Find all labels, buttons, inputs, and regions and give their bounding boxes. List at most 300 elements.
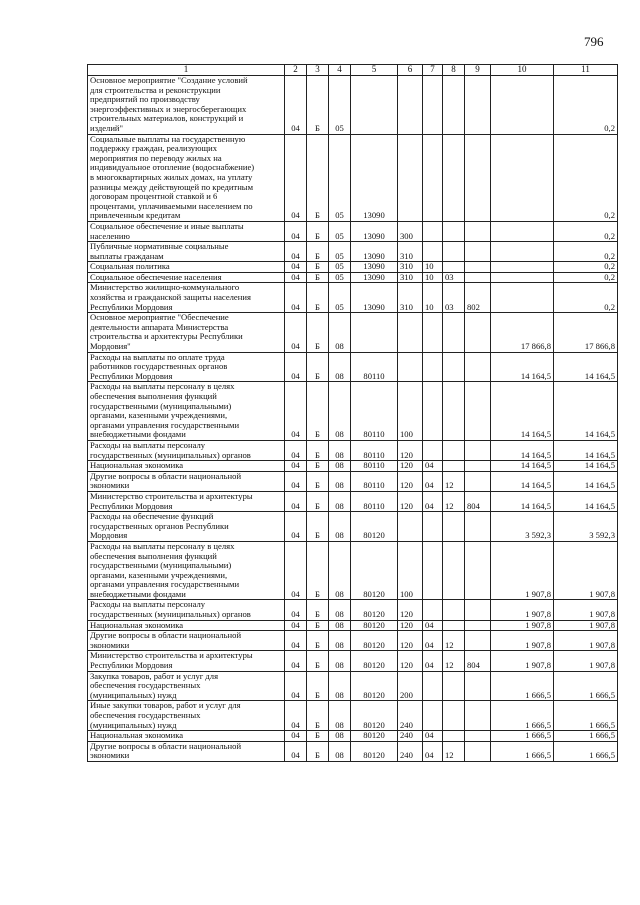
amount-col11: 14 164,5 xyxy=(554,382,618,441)
code-ministry: 04 xyxy=(285,741,307,761)
code-section: 04 xyxy=(423,741,443,761)
code-program: Б xyxy=(307,134,329,221)
amount-col10: 1 666,5 xyxy=(491,671,554,701)
code-subprogram: 08 xyxy=(329,313,351,352)
code-department xyxy=(465,461,491,472)
code-department xyxy=(465,600,491,620)
code-subsection xyxy=(443,671,465,701)
code-direction: 80110 xyxy=(351,440,398,460)
code-subprogram: 08 xyxy=(329,491,351,511)
code-subsection: 12 xyxy=(443,491,465,511)
amount-col11: 14 164,5 xyxy=(554,352,618,382)
code-direction: 80120 xyxy=(351,701,398,731)
amount-col10: 1 907,8 xyxy=(491,651,554,671)
amount-col10: 14 164,5 xyxy=(491,440,554,460)
row-name: Расходы на выплаты персоналу в целях обеспечения выполнения функций государственными (муниципальными) органами, казенными учреждениями, органами управления государственными внебюджетными фондами xyxy=(88,382,285,441)
amount-col10: 14 164,5 xyxy=(491,352,554,382)
code-department xyxy=(465,313,491,352)
code-subsection xyxy=(443,512,465,542)
code-expense-type: 300 xyxy=(398,221,423,241)
amount-col10 xyxy=(491,242,554,262)
code-section: 04 xyxy=(423,620,443,631)
column-header: 8 xyxy=(443,65,465,76)
row-name: Социальные выплаты на государственную поддержку граждан, реализующих мероприятия по переводу жилых на индивидуальное отопление (водоснабжение) в многоквартирных жилых домах, на уплату разницы между действующей по кредитным договорам процентной ставкой и 6 процентами, уплачиваемыми населением по привлеченным кредитам xyxy=(88,134,285,221)
code-subsection xyxy=(443,701,465,731)
code-department: 802 xyxy=(465,283,491,313)
code-department xyxy=(465,741,491,761)
amount-col11: 1 666,5 xyxy=(554,731,618,742)
code-subprogram: 08 xyxy=(329,631,351,651)
code-direction: 80120 xyxy=(351,731,398,742)
amount-col11: 0,2 xyxy=(554,272,618,283)
code-section: 04 xyxy=(423,651,443,671)
code-subsection: 12 xyxy=(443,471,465,491)
code-section xyxy=(423,313,443,352)
code-section xyxy=(423,440,443,460)
code-program: Б xyxy=(307,731,329,742)
code-expense-type: 100 xyxy=(398,541,423,600)
table-row xyxy=(88,701,618,731)
code-subsection xyxy=(443,382,465,441)
row-name: Расходы на выплаты персоналу государственных (муниципальных) органов xyxy=(88,600,285,620)
code-direction: 80120 xyxy=(351,741,398,761)
code-subprogram: 08 xyxy=(329,741,351,761)
amount-col11: 17 866,8 xyxy=(554,313,618,352)
amount-col10: 1 666,5 xyxy=(491,701,554,731)
table-row xyxy=(88,671,618,701)
code-direction: 80110 xyxy=(351,352,398,382)
code-direction: 80110 xyxy=(351,491,398,511)
code-expense-type: 240 xyxy=(398,741,423,761)
code-program: Б xyxy=(307,221,329,241)
code-program: Б xyxy=(307,620,329,631)
code-subsection: 12 xyxy=(443,651,465,671)
code-subprogram: 08 xyxy=(329,731,351,742)
code-direction: 80110 xyxy=(351,382,398,441)
code-department xyxy=(465,134,491,221)
code-direction: 80120 xyxy=(351,651,398,671)
code-department xyxy=(465,221,491,241)
amount-col11: 1 907,8 xyxy=(554,631,618,651)
code-expense-type xyxy=(398,134,423,221)
amount-col10 xyxy=(491,262,554,273)
table-row xyxy=(88,382,618,441)
code-section: 10 xyxy=(423,262,443,273)
table-row xyxy=(88,440,618,460)
amount-col11: 1 666,5 xyxy=(554,741,618,761)
table-row xyxy=(88,731,618,742)
code-subsection xyxy=(443,600,465,620)
code-expense-type: 120 xyxy=(398,600,423,620)
code-expense-type: 120 xyxy=(398,461,423,472)
code-expense-type: 200 xyxy=(398,671,423,701)
table-row xyxy=(88,600,618,620)
code-direction: 13090 xyxy=(351,272,398,283)
table-row xyxy=(88,283,618,313)
code-department xyxy=(465,440,491,460)
code-ministry: 04 xyxy=(285,651,307,671)
code-direction: 80120 xyxy=(351,512,398,542)
code-ministry: 04 xyxy=(285,600,307,620)
code-subsection xyxy=(443,731,465,742)
code-program: Б xyxy=(307,382,329,441)
code-department xyxy=(465,272,491,283)
code-program: Б xyxy=(307,283,329,313)
table-row xyxy=(88,491,618,511)
code-section: 04 xyxy=(423,491,443,511)
amount-col11: 1 907,8 xyxy=(554,541,618,600)
table-row xyxy=(88,541,618,600)
code-expense-type: 120 xyxy=(398,491,423,511)
column-header: 6 xyxy=(398,65,423,76)
code-program: Б xyxy=(307,461,329,472)
code-program: Б xyxy=(307,701,329,731)
amount-col10: 14 164,5 xyxy=(491,471,554,491)
table-row xyxy=(88,76,618,135)
code-program: Б xyxy=(307,600,329,620)
code-expense-type: 120 xyxy=(398,471,423,491)
table-row xyxy=(88,651,618,671)
row-name: Министерство строительства и архитектуры Республики Мордовия xyxy=(88,491,285,511)
code-department xyxy=(465,242,491,262)
code-ministry: 04 xyxy=(285,382,307,441)
code-department xyxy=(465,731,491,742)
code-ministry: 04 xyxy=(285,461,307,472)
code-subprogram: 05 xyxy=(329,76,351,135)
code-ministry: 04 xyxy=(285,313,307,352)
code-department xyxy=(465,631,491,651)
code-direction: 80110 xyxy=(351,461,398,472)
amount-col10: 17 866,8 xyxy=(491,313,554,352)
column-header: 9 xyxy=(465,65,491,76)
row-name: Министерство строительства и архитектуры Республики Мордовия xyxy=(88,651,285,671)
table-row xyxy=(88,631,618,651)
page-number: 796 xyxy=(584,34,604,49)
row-name: Основное мероприятие "Обеспечение деятельности аппарата Министерства строительства и архитектуры Республики Мордовия" xyxy=(88,313,285,352)
amount-col10: 14 164,5 xyxy=(491,491,554,511)
code-subsection xyxy=(443,134,465,221)
column-header: 5 xyxy=(351,65,398,76)
row-name: Национальная экономика xyxy=(88,731,285,742)
table-row xyxy=(88,461,618,472)
amount-col10: 3 592,3 xyxy=(491,512,554,542)
amount-col10: 14 164,5 xyxy=(491,382,554,441)
code-subprogram: 08 xyxy=(329,671,351,701)
code-department xyxy=(465,671,491,701)
code-direction: 13090 xyxy=(351,262,398,273)
amount-col11: 0,2 xyxy=(554,134,618,221)
code-subsection: 12 xyxy=(443,741,465,761)
amount-col11: 3 592,3 xyxy=(554,512,618,542)
table-row xyxy=(88,272,618,283)
code-expense-type: 100 xyxy=(398,382,423,441)
row-name: Социальное обеспечение населения xyxy=(88,272,285,283)
code-expense-type: 310 xyxy=(398,272,423,283)
code-department xyxy=(465,382,491,441)
row-name: Национальная экономика xyxy=(88,620,285,631)
code-subprogram: 08 xyxy=(329,352,351,382)
code-program: Б xyxy=(307,541,329,600)
amount-col10 xyxy=(491,283,554,313)
code-subprogram: 05 xyxy=(329,262,351,273)
code-subsection xyxy=(443,541,465,600)
code-subsection xyxy=(443,461,465,472)
table-row xyxy=(88,134,618,221)
code-subprogram: 08 xyxy=(329,620,351,631)
amount-col11: 0,2 xyxy=(554,262,618,273)
code-subprogram: 08 xyxy=(329,461,351,472)
table-body xyxy=(88,65,618,762)
code-ministry: 04 xyxy=(285,440,307,460)
code-subprogram: 05 xyxy=(329,242,351,262)
code-expense-type: 240 xyxy=(398,731,423,742)
code-subsection xyxy=(443,221,465,241)
row-name: Другие вопросы в области национальной экономики xyxy=(88,741,285,761)
amount-col11: 1 907,8 xyxy=(554,620,618,631)
row-name: Расходы на выплаты по оплате труда работников государственных органов Республики Мордовия xyxy=(88,352,285,382)
code-direction: 80120 xyxy=(351,600,398,620)
code-department xyxy=(465,512,491,542)
code-ministry: 04 xyxy=(285,512,307,542)
code-ministry: 04 xyxy=(285,134,307,221)
code-subsection xyxy=(443,620,465,631)
row-name: Национальная экономика xyxy=(88,461,285,472)
code-department xyxy=(465,701,491,731)
code-program: Б xyxy=(307,313,329,352)
code-subprogram: 08 xyxy=(329,382,351,441)
amount-col11: 0,2 xyxy=(554,221,618,241)
amount-col10: 14 164,5 xyxy=(491,461,554,472)
amount-col11: 0,2 xyxy=(554,283,618,313)
code-section: 04 xyxy=(423,731,443,742)
row-name: Иные закупки товаров, работ и услуг для обеспечения государственных (муниципальных) нужд xyxy=(88,701,285,731)
code-department xyxy=(465,76,491,135)
amount-col10: 1 907,8 xyxy=(491,631,554,651)
code-subsection: 03 xyxy=(443,283,465,313)
code-section xyxy=(423,242,443,262)
code-direction: 80120 xyxy=(351,631,398,651)
code-section xyxy=(423,76,443,135)
code-program: Б xyxy=(307,352,329,382)
code-ministry: 04 xyxy=(285,221,307,241)
amount-col11: 14 164,5 xyxy=(554,471,618,491)
code-subsection xyxy=(443,262,465,273)
code-subprogram: 05 xyxy=(329,272,351,283)
code-section xyxy=(423,512,443,542)
code-program: Б xyxy=(307,631,329,651)
code-ministry: 04 xyxy=(285,631,307,651)
code-subsection: 12 xyxy=(443,631,465,651)
code-ministry: 04 xyxy=(285,731,307,742)
code-ministry: 04 xyxy=(285,272,307,283)
code-subprogram: 05 xyxy=(329,134,351,221)
code-subsection xyxy=(443,76,465,135)
row-name: Социальная политика xyxy=(88,262,285,273)
amount-col10: 1 666,5 xyxy=(491,741,554,761)
row-name: Министерство жилищно-коммунального хозяйства и гражданской защиты населения Республики Мордовия xyxy=(88,283,285,313)
code-expense-type xyxy=(398,76,423,135)
code-ministry: 04 xyxy=(285,471,307,491)
code-subprogram: 08 xyxy=(329,471,351,491)
code-subprogram: 05 xyxy=(329,283,351,313)
code-ministry: 04 xyxy=(285,701,307,731)
amount-col10: 1 907,8 xyxy=(491,541,554,600)
code-section: 10 xyxy=(423,283,443,313)
code-program: Б xyxy=(307,651,329,671)
code-direction: 80120 xyxy=(351,541,398,600)
code-section: 04 xyxy=(423,471,443,491)
code-section: 10 xyxy=(423,272,443,283)
code-ministry: 04 xyxy=(285,262,307,273)
code-program: Б xyxy=(307,471,329,491)
code-expense-type: 120 xyxy=(398,440,423,460)
code-ministry: 04 xyxy=(285,671,307,701)
code-department xyxy=(465,352,491,382)
code-direction: 80120 xyxy=(351,620,398,631)
code-program: Б xyxy=(307,741,329,761)
code-expense-type xyxy=(398,352,423,382)
code-subprogram: 08 xyxy=(329,651,351,671)
column-header: 7 xyxy=(423,65,443,76)
code-direction: 13090 xyxy=(351,134,398,221)
table-row xyxy=(88,352,618,382)
row-name: Социальное обеспечение и иные выплаты населению xyxy=(88,221,285,241)
code-department xyxy=(465,541,491,600)
code-expense-type: 240 xyxy=(398,701,423,731)
code-expense-type: 310 xyxy=(398,242,423,262)
code-expense-type: 310 xyxy=(398,262,423,273)
row-name: Другие вопросы в области национальной экономики xyxy=(88,631,285,651)
code-section xyxy=(423,541,443,600)
amount-col11: 0,2 xyxy=(554,242,618,262)
amount-col11: 1 666,5 xyxy=(554,701,618,731)
table-row xyxy=(88,471,618,491)
row-name: Другие вопросы в области национальной экономики xyxy=(88,471,285,491)
table-row xyxy=(88,262,618,273)
row-name: Расходы на выплаты персоналу в целях обеспечения выполнения функций государственными (муниципальными) органами, казенными учреждениями, органами управления государственными внебюджетными фондами xyxy=(88,541,285,600)
code-program: Б xyxy=(307,440,329,460)
code-ministry: 04 xyxy=(285,541,307,600)
code-expense-type: 120 xyxy=(398,620,423,631)
code-direction xyxy=(351,76,398,135)
column-header: 3 xyxy=(307,65,329,76)
table-row xyxy=(88,242,618,262)
code-program: Б xyxy=(307,491,329,511)
code-subprogram: 08 xyxy=(329,541,351,600)
row-name: Закупка товаров, работ и услуг для обеспечения государственных (муниципальных) нужд xyxy=(88,671,285,701)
column-header: 10 xyxy=(491,65,554,76)
amount-col11: 14 164,5 xyxy=(554,491,618,511)
code-program: Б xyxy=(307,242,329,262)
code-section xyxy=(423,134,443,221)
code-subprogram: 08 xyxy=(329,600,351,620)
code-direction xyxy=(351,313,398,352)
row-name: Публичные нормативные социальные выплаты гражданам xyxy=(88,242,285,262)
code-ministry: 04 xyxy=(285,352,307,382)
header-row xyxy=(88,65,618,76)
amount-col10 xyxy=(491,76,554,135)
table-row xyxy=(88,512,618,542)
code-expense-type: 120 xyxy=(398,651,423,671)
code-subprogram: 05 xyxy=(329,221,351,241)
amount-col10 xyxy=(491,221,554,241)
code-subsection xyxy=(443,242,465,262)
code-department: 804 xyxy=(465,491,491,511)
code-subprogram: 08 xyxy=(329,512,351,542)
code-direction: 80110 xyxy=(351,471,398,491)
code-section xyxy=(423,382,443,441)
code-section xyxy=(423,671,443,701)
code-section xyxy=(423,600,443,620)
row-name: Основное мероприятие "Создание условий для строительства и реконструкции предприятий по производству энергоэффективных и энергосберегающих строительных материалов, конструкций и изделий" xyxy=(88,76,285,135)
code-expense-type xyxy=(398,512,423,542)
code-ministry: 04 xyxy=(285,620,307,631)
column-header: 2 xyxy=(285,65,307,76)
amount-col10: 1 907,8 xyxy=(491,600,554,620)
amount-col11: 1 666,5 xyxy=(554,671,618,701)
code-subprogram: 08 xyxy=(329,440,351,460)
code-program: Б xyxy=(307,512,329,542)
code-ministry: 04 xyxy=(285,491,307,511)
code-subsection: 03 xyxy=(443,272,465,283)
code-expense-type: 310 xyxy=(398,283,423,313)
code-department: 804 xyxy=(465,651,491,671)
code-direction: 13090 xyxy=(351,221,398,241)
column-header: 1 xyxy=(88,65,285,76)
code-section: 04 xyxy=(423,631,443,651)
amount-col11: 1 907,8 xyxy=(554,651,618,671)
code-section xyxy=(423,221,443,241)
table-row xyxy=(88,313,618,352)
code-direction: 13090 xyxy=(351,242,398,262)
code-ministry: 04 xyxy=(285,76,307,135)
table-row xyxy=(88,221,618,241)
amount-col10 xyxy=(491,134,554,221)
amount-col10 xyxy=(491,272,554,283)
code-section: 04 xyxy=(423,461,443,472)
code-ministry: 04 xyxy=(285,242,307,262)
amount-col11: 0,2 xyxy=(554,76,618,135)
code-department xyxy=(465,471,491,491)
amount-col10: 1 907,8 xyxy=(491,620,554,631)
code-subprogram: 08 xyxy=(329,701,351,731)
code-subsection xyxy=(443,313,465,352)
code-direction: 13090 xyxy=(351,283,398,313)
amount-col11: 14 164,5 xyxy=(554,440,618,460)
amount-col11: 14 164,5 xyxy=(554,461,618,472)
column-header: 11 xyxy=(554,65,618,76)
code-section xyxy=(423,701,443,731)
table-row xyxy=(88,741,618,761)
column-header: 4 xyxy=(329,65,351,76)
code-program: Б xyxy=(307,262,329,273)
row-name: Расходы на обеспечение функций государственных органов Республики Мордовия xyxy=(88,512,285,542)
code-department xyxy=(465,262,491,273)
table-row xyxy=(88,620,618,631)
code-program: Б xyxy=(307,272,329,283)
code-department xyxy=(465,620,491,631)
budget-table xyxy=(87,64,618,762)
code-direction: 80120 xyxy=(351,671,398,701)
code-subsection xyxy=(443,440,465,460)
code-program: Б xyxy=(307,671,329,701)
code-ministry: 04 xyxy=(285,283,307,313)
amount-col10: 1 666,5 xyxy=(491,731,554,742)
code-expense-type: 120 xyxy=(398,631,423,651)
amount-col11: 1 907,8 xyxy=(554,600,618,620)
row-name: Расходы на выплаты персоналу государственных (муниципальных) органов xyxy=(88,440,285,460)
code-subsection xyxy=(443,352,465,382)
